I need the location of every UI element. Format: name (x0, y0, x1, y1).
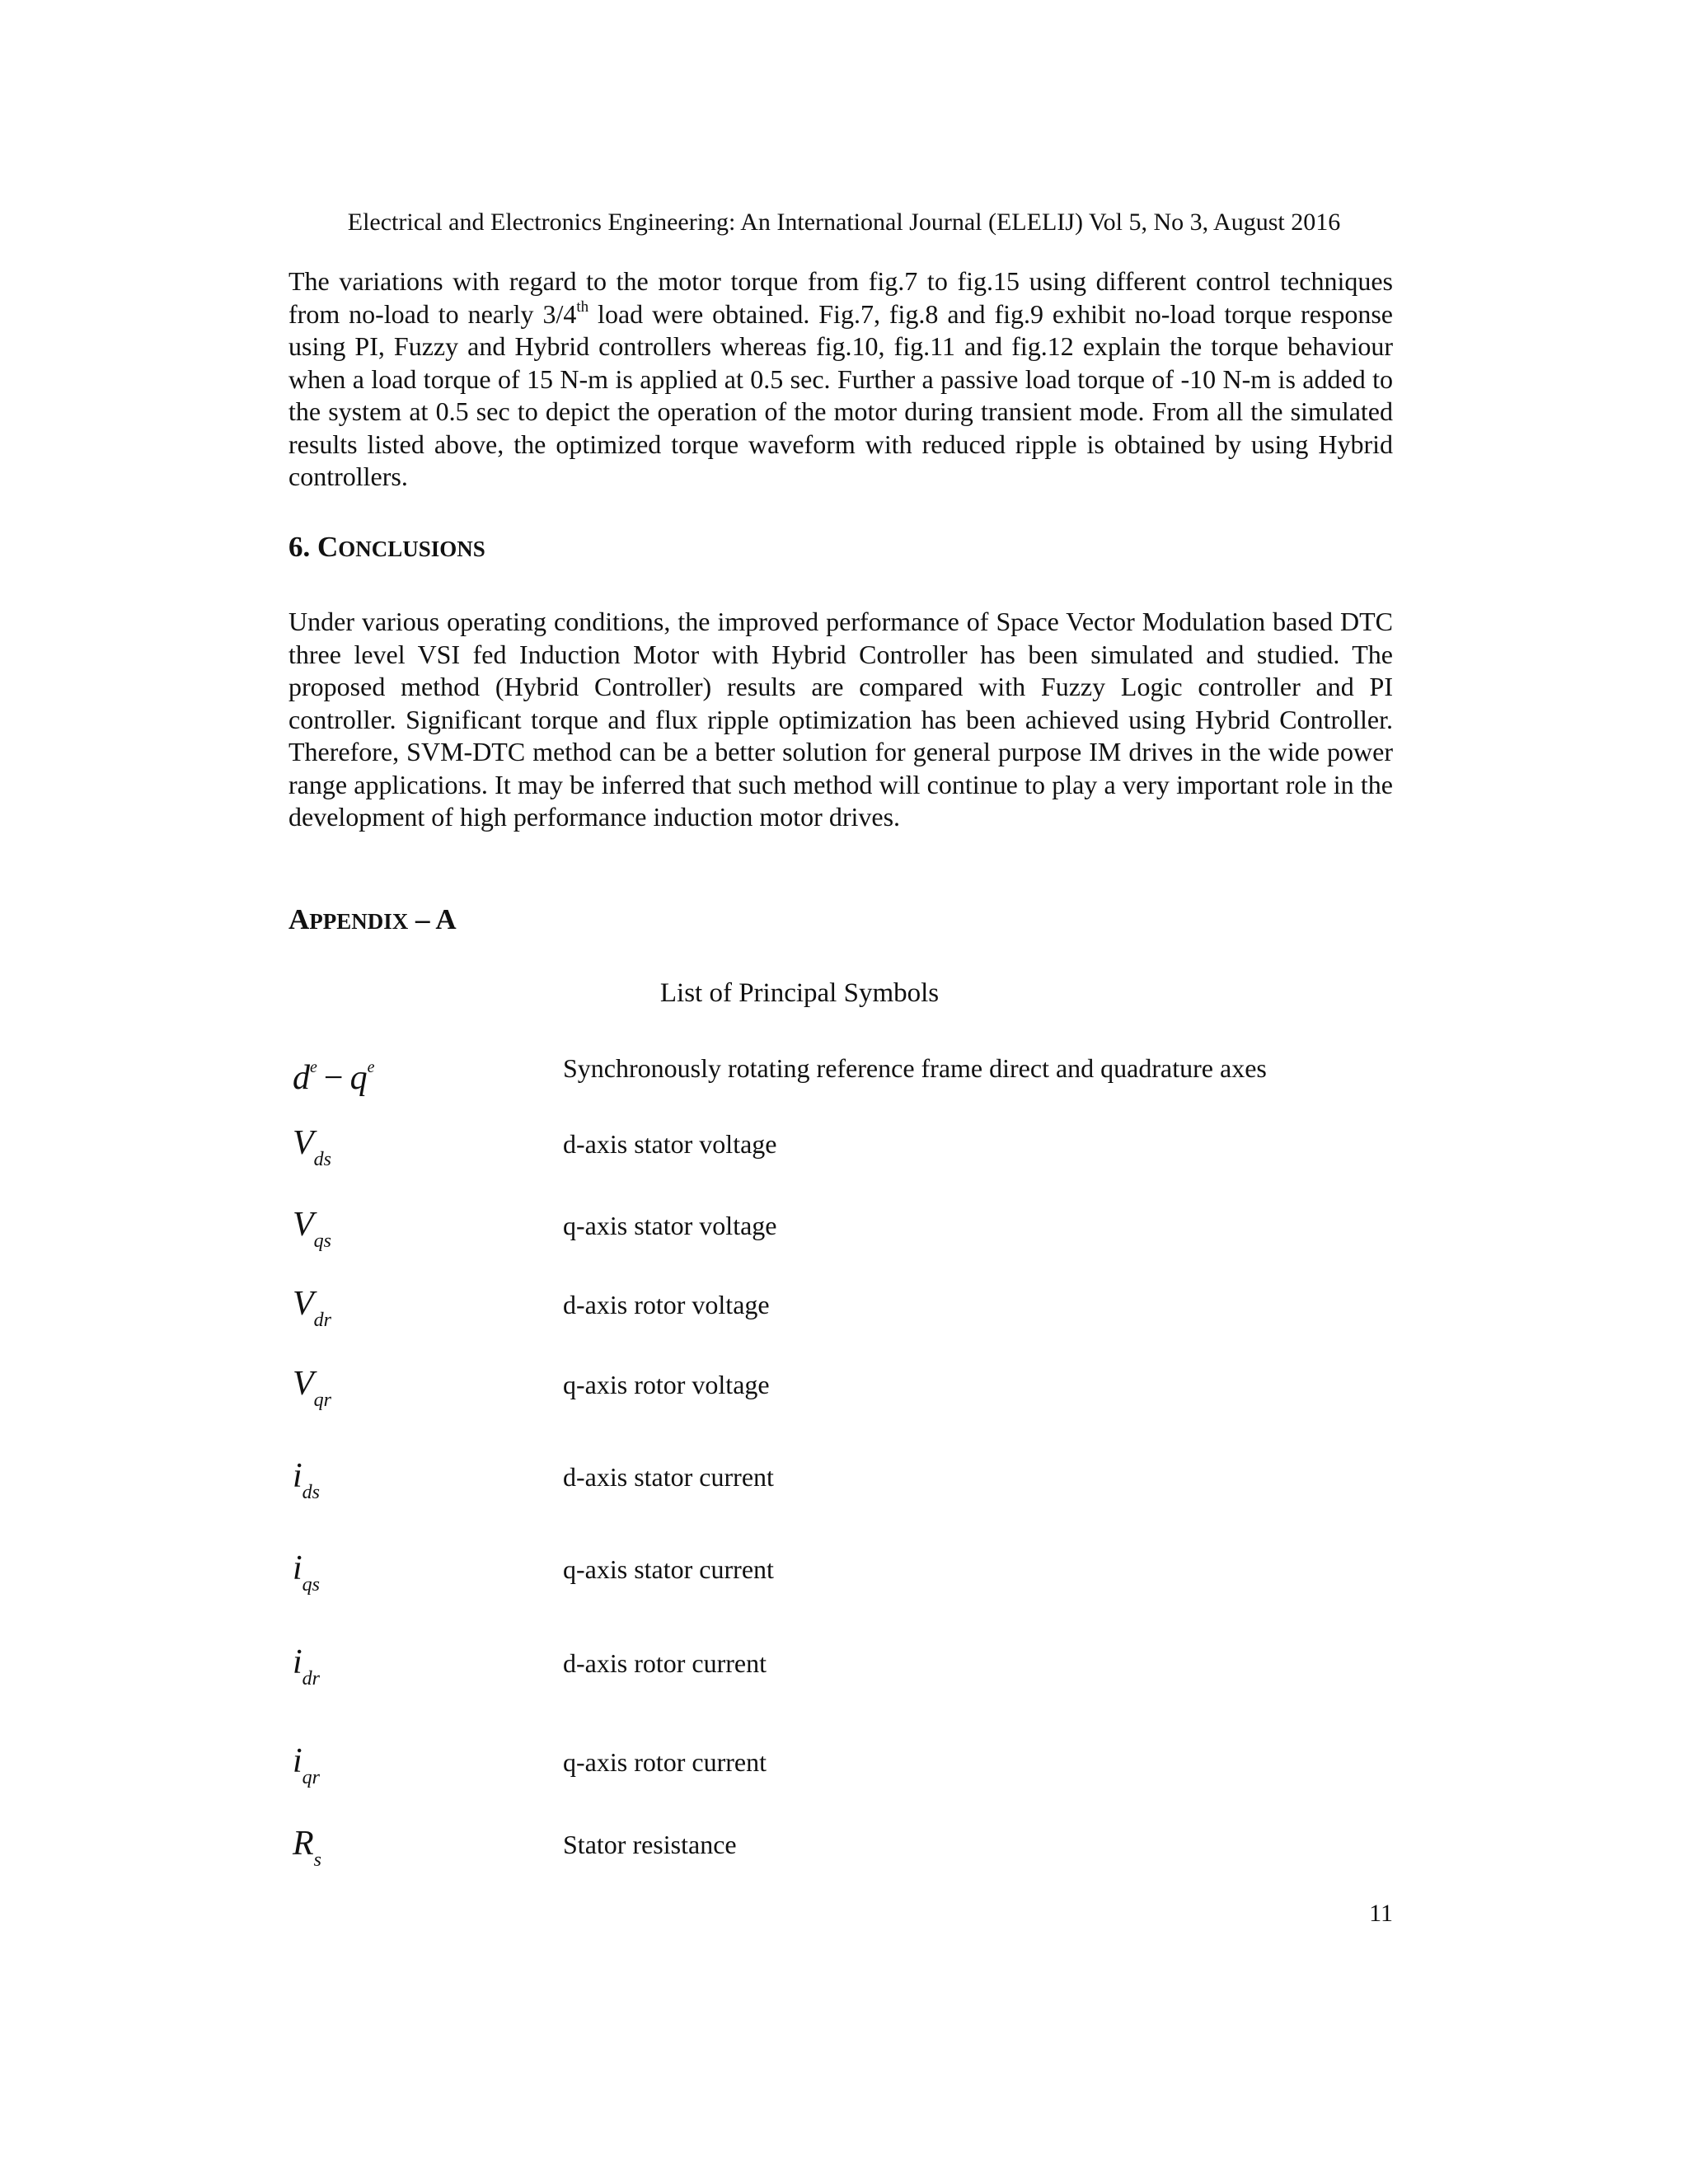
symbol-description: q-axis stator current (563, 1554, 774, 1584)
symbol-subscript: qr (302, 1767, 321, 1788)
heading-small-caps: PPENDIX (309, 909, 409, 934)
symbol-base: R (293, 1825, 314, 1863)
symbol-description: Stator resistance (563, 1830, 737, 1859)
symbol-row (288, 1283, 1442, 1333)
symbol-row (288, 1047, 1442, 1096)
symbol (293, 1642, 320, 1699)
symbol (293, 1363, 331, 1421)
symbol-description: q-axis stator voltage (563, 1211, 777, 1240)
symbol-row (288, 1204, 1442, 1254)
symbol-subscript: ds (302, 1482, 321, 1503)
symbol-row (288, 1455, 1442, 1505)
page-number: 11 (1369, 1900, 1393, 1927)
symbol-superscript-2: e (367, 1058, 375, 1076)
symbol-description: Synchronously rotating reference frame direct and quadrature axes (563, 1053, 1267, 1083)
symbol-description: d-axis stator current (563, 1462, 774, 1492)
symbol-description: d-axis rotor voltage (563, 1290, 770, 1319)
symbol-subscript: dr (302, 1668, 321, 1690)
symbol-description: q-axis rotor current (563, 1747, 767, 1777)
symbol-base-2: q (349, 1059, 368, 1097)
symbol-description: d-axis stator voltage (563, 1129, 777, 1159)
symbol-row (288, 1548, 1442, 1597)
paragraph-text-start: The variations with regard to the motor torque from fig.7 to fig.15 using different control techniques from no-load to nearly 3/4 (288, 266, 1393, 329)
symbol-row (288, 1741, 1442, 1790)
symbol (293, 1047, 374, 1099)
superscript-th: th (576, 298, 589, 316)
symbol-base: V (293, 1206, 314, 1244)
heading-number: 6. C (288, 531, 339, 563)
symbol-base: i (293, 1742, 302, 1780)
paragraph-text-end: load were obtained. Fig.7, fig.8 and fig.9 exhibit no-load torque response using PI, Fuzzy and Hybrid controllers whereas fig.10, fig.11 and fig.12 explain the torque behaviour when a load torque of 15 N-m is applied at 0.5 sec. Further a passive load torque of -10 N-m is added to the system at 0.5 sec to depict the operation of the motor during transient mode. From all the simulated results listed above, the optimized torque waveform with reduced ripple is obtained by using Hybrid controllers. (288, 298, 1394, 491)
symbol-base: i (293, 1549, 302, 1587)
symbol-minus: − (323, 1059, 344, 1097)
symbol-base: V (293, 1124, 314, 1162)
symbol (293, 1204, 331, 1262)
symbol-row (288, 1122, 1442, 1172)
symbol-superscript: e (310, 1058, 317, 1076)
symbol-subscript: s (313, 1849, 321, 1871)
symbol (293, 1122, 331, 1180)
symbol-base: V (293, 1285, 314, 1323)
symbol (293, 1741, 320, 1798)
heading-first-letter: A (288, 903, 310, 935)
symbol (293, 1548, 320, 1605)
heading-small-caps: ONCLUSIONS (338, 537, 485, 561)
symbol (293, 1823, 321, 1881)
symbol-subscript: qs (302, 1574, 321, 1596)
symbols-list-title: List of Principal Symbols (659, 978, 940, 1008)
symbol-subscript: qr (313, 1390, 331, 1411)
heading-suffix: – A (408, 903, 457, 935)
symbol-base: i (293, 1457, 302, 1495)
symbol-base: i (293, 1643, 302, 1681)
symbol-subscript: qs (313, 1230, 331, 1252)
torque-variation-paragraph (288, 265, 1393, 494)
symbol-base: V (293, 1365, 314, 1403)
symbol-base: d (293, 1059, 310, 1097)
symbol-subscript: dr (313, 1310, 331, 1331)
symbol-description: q-axis rotor voltage (563, 1370, 770, 1399)
conclusions-paragraph: Under various operating conditions, the improved performance of Space Vector Modulation based DTC three level VSI fed Induction Motor with Hybrid Controller has been simulated and studied. The proposed method (Hybrid Controller) results are compared with Fuzzy Logic controller and PI controller. Significant torque and flux ripple optimization has been achieved using Hybrid Controller. Therefore, SVM-DTC method can be a better solution for general purpose IM drives in the wide power range applications. It may be inferred that such method will continue to play a very important role in the development of high performance induction motor drives. (288, 607, 1393, 832)
symbol (293, 1455, 320, 1513)
symbol (293, 1283, 331, 1341)
symbol-description: d-axis rotor current (563, 1648, 767, 1678)
conclusions-heading (288, 529, 485, 567)
appendix-heading (288, 902, 457, 940)
symbol-row (288, 1823, 1442, 1872)
symbol-row (288, 1363, 1442, 1413)
symbol-subscript: ds (313, 1149, 331, 1170)
running-header: Electrical and Electronics Engineering: An International Journal (ELELIJ) Vol 5, No 3, August 2016 (347, 209, 1341, 236)
symbol-row (288, 1642, 1442, 1691)
